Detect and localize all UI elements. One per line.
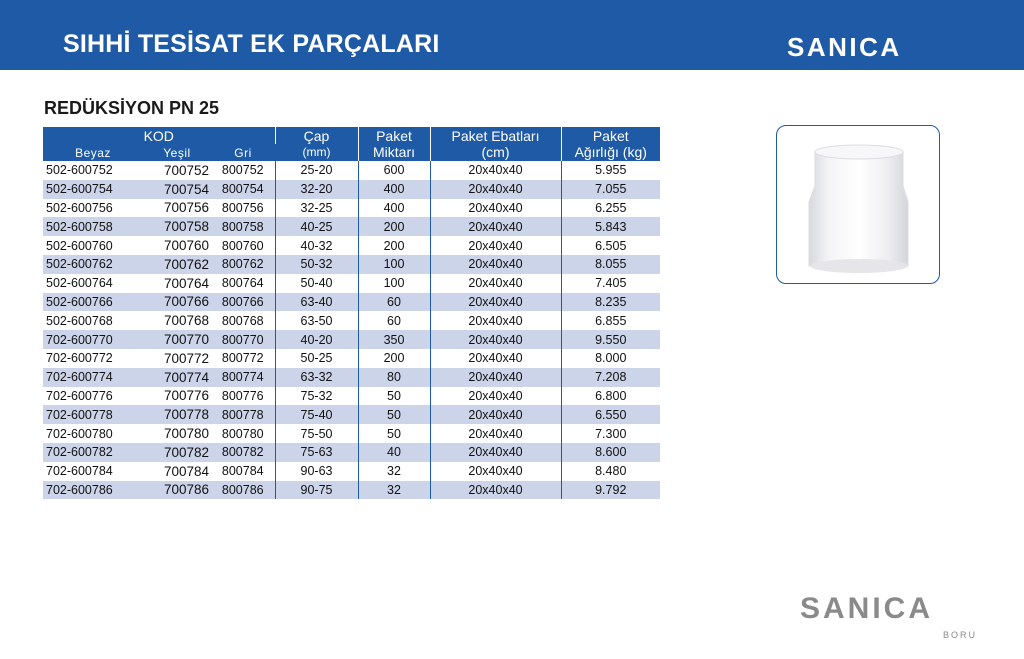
- cell-code-beyaz: 702-600786: [43, 481, 143, 500]
- table-row: [43, 481, 660, 500]
- cell-cap: 63-40: [275, 293, 358, 312]
- header-paket-line2: Miktarı: [373, 144, 415, 160]
- cell-paket-ebatlari: 20x40x40: [430, 236, 561, 255]
- cell-code-beyaz: 502-600766: [43, 293, 143, 312]
- cell-paket-ebatlari: 20x40x40: [430, 424, 561, 443]
- cell-cap: 75-40: [275, 405, 358, 424]
- footer-logo: SANICA: [800, 592, 934, 625]
- cell-code-yesil: 700766: [143, 293, 211, 312]
- header-cap-line1: Çap: [303, 128, 330, 144]
- cell-code-gri: 800768: [211, 311, 275, 330]
- cell-paket-miktari: 400: [358, 180, 430, 199]
- cell-code-yesil: 700768: [163, 313, 209, 329]
- cell-code-gri: 800784: [211, 462, 275, 481]
- cell-paket-ebatlari: 20x40x40: [430, 387, 561, 406]
- header-beyaz: Beyaz: [43, 144, 143, 161]
- cell-cap: 75-63: [275, 443, 358, 462]
- cell-cap: 40-32: [275, 236, 358, 255]
- cell-code-yesil: 700774: [143, 368, 211, 387]
- page-title: SIHHİ TESİSAT EK PARÇALARI: [63, 30, 440, 58]
- cell-paket-miktari: 200: [358, 236, 430, 255]
- cell-code-gri: 800786: [211, 481, 275, 500]
- table-row: [43, 274, 660, 293]
- cell-code-gri: 800772: [211, 349, 275, 368]
- cell-paket-ebatlari: 20x40x40: [430, 330, 561, 349]
- cell-paket-miktari: 50: [358, 405, 430, 424]
- cell-paket-agirligi: 5.843: [561, 217, 660, 236]
- table-row: [43, 217, 660, 236]
- cell-code-gri: 800764: [211, 274, 275, 293]
- cell-paket-ebatlari: 20x40x40: [430, 349, 561, 368]
- cell-code-yesil: 700780: [163, 426, 209, 442]
- cell-code-yesil: 700752: [163, 162, 209, 178]
- cell-code-beyaz: 502-600756: [46, 200, 113, 215]
- table-row: [43, 293, 660, 312]
- cell-paket-ebatlari: 20x40x40: [430, 161, 561, 180]
- cell-code-gri: 800776: [211, 387, 275, 406]
- cell-cap: 63-32: [275, 368, 358, 387]
- header-paket-agirligi: [561, 127, 660, 161]
- cell-cap: 90-63: [275, 462, 358, 481]
- cell-paket-miktari: 50: [358, 424, 430, 443]
- table-row: [43, 236, 660, 255]
- cell-cap: 75-32: [275, 387, 358, 406]
- cell-code-yesil: 700770: [143, 330, 211, 349]
- header-paket-line1: Paket: [376, 128, 412, 144]
- header-ebat-line2: (cm): [481, 144, 510, 160]
- cell-paket-ebatlari: 20x40x40: [430, 217, 561, 236]
- cell-cap: 75-50: [275, 424, 358, 443]
- cell-paket-miktari: 200: [358, 349, 430, 368]
- header-ebat-line1: Paket Ebatları: [451, 128, 540, 144]
- cell-code-beyaz: 502-600752: [46, 163, 113, 178]
- cell-code-yesil: 700758: [143, 217, 211, 236]
- cell-code-yesil: 700786: [143, 481, 211, 500]
- cell-code-yesil: 700782: [143, 443, 211, 462]
- cell-code-beyaz: 702-600774: [43, 368, 143, 387]
- cell-paket-agirligi: 8.055: [561, 255, 660, 274]
- cell-code-beyaz: 702-600780: [46, 426, 113, 441]
- table-body: [43, 161, 660, 499]
- header-bar: [0, 0, 1024, 70]
- cell-code-gri: 800778: [211, 405, 275, 424]
- header-cap: [275, 127, 358, 161]
- cell-paket-ebatlari: 20x40x40: [430, 180, 561, 199]
- cell-cap: 50-25: [275, 349, 358, 368]
- cell-cap: 50-40: [275, 274, 358, 293]
- cell-code-gri: 800770: [211, 330, 275, 349]
- cell-code-gri: 800780: [211, 424, 275, 443]
- cell-paket-ebatlari: 20x40x40: [430, 462, 561, 481]
- cell-cap: 32-20: [275, 180, 358, 199]
- cell-code-gri: 800760: [211, 236, 275, 255]
- table-row: [43, 311, 660, 330]
- cell-paket-agirligi: 6.255: [595, 200, 627, 215]
- brand-logo: SANICA: [787, 32, 902, 62]
- cell-code-beyaz: 502-600768: [46, 313, 113, 328]
- cell-paket-ebatlari: 20x40x40: [430, 443, 561, 462]
- header-kod: KOD: [43, 127, 275, 144]
- section-title: REDÜKSİYON PN 25: [44, 98, 220, 118]
- cell-code-yesil: 700776: [163, 388, 209, 404]
- cell-cap: 90-75: [275, 481, 358, 500]
- header-gri: Gri: [211, 144, 275, 161]
- cell-code-gri: 800752: [211, 161, 275, 180]
- cell-paket-agirligi: 6.855: [595, 313, 627, 328]
- cell-paket-agirligi: 7.055: [561, 180, 660, 199]
- cell-code-yesil: 700760: [163, 238, 209, 254]
- cell-cap: 25-20: [275, 161, 358, 180]
- cell-code-gri: 800782: [211, 443, 275, 462]
- cell-code-beyaz: 702-600770: [43, 330, 143, 349]
- cell-paket-miktari: 600: [358, 161, 430, 180]
- cell-paket-miktari: 60: [358, 293, 430, 312]
- cell-code-yesil: 700754: [143, 180, 211, 199]
- cell-paket-miktari: 32: [358, 481, 430, 500]
- footer-logo-sub: BORU: [943, 630, 978, 640]
- table-row: [43, 405, 660, 424]
- header-paket-miktari: [358, 127, 430, 161]
- cell-paket-miktari: 400: [358, 199, 430, 218]
- cell-code-beyaz: 702-600784: [46, 464, 113, 479]
- cell-paket-ebatlari: 20x40x40: [430, 255, 561, 274]
- header-cap-line2: (mm): [302, 145, 331, 159]
- cell-code-yesil: 700778: [143, 405, 211, 424]
- cell-paket-ebatlari: 20x40x40: [430, 368, 561, 387]
- cell-code-gri: 800766: [211, 293, 275, 312]
- cell-paket-agirligi: 6.800: [595, 388, 627, 403]
- header-agirlik-line2: Ağırlığı (kg): [574, 144, 647, 160]
- cell-cap: 63-50: [275, 311, 358, 330]
- product-table: [43, 127, 660, 499]
- cell-paket-miktari: 350: [358, 330, 430, 349]
- cell-cap: 50-32: [275, 255, 358, 274]
- cell-paket-miktari: 50: [358, 387, 430, 406]
- cell-code-beyaz: 702-600772: [46, 351, 113, 366]
- cell-paket-agirligi: 7.405: [595, 276, 627, 291]
- cell-paket-ebatlari: 20x40x40: [430, 405, 561, 424]
- cell-paket-ebatlari: 20x40x40: [430, 481, 561, 500]
- cell-paket-agirligi: 6.505: [595, 238, 627, 253]
- table-row: [43, 443, 660, 462]
- cell-code-beyaz: 702-600778: [43, 405, 143, 424]
- table-row: [43, 180, 660, 199]
- cell-paket-agirligi: 5.955: [595, 163, 627, 178]
- cell-paket-miktari: 60: [358, 311, 430, 330]
- cell-code-beyaz: 702-600776: [46, 388, 113, 403]
- header-agirlik-line1: Paket: [592, 128, 629, 144]
- product-image-frame: [776, 125, 940, 284]
- table-row: [43, 349, 660, 368]
- cell-code-beyaz: 502-600754: [43, 180, 143, 199]
- cell-paket-agirligi: 9.550: [561, 330, 660, 349]
- cell-paket-miktari: 100: [358, 255, 430, 274]
- table-row: [43, 424, 660, 443]
- cell-paket-agirligi: 8.235: [561, 293, 660, 312]
- cell-cap: 40-20: [275, 330, 358, 349]
- cell-paket-miktari: 100: [358, 274, 430, 293]
- cell-cap: 32-25: [275, 199, 358, 218]
- cell-paket-ebatlari: 20x40x40: [430, 293, 561, 312]
- cell-paket-agirligi: 8.480: [595, 464, 627, 479]
- cell-code-yesil: 700772: [163, 350, 209, 366]
- cell-code-yesil: 700762: [143, 255, 211, 274]
- cell-paket-miktari: 40: [358, 443, 430, 462]
- cell-code-beyaz: 502-600760: [46, 238, 113, 253]
- cell-code-gri: 800762: [211, 255, 275, 274]
- header-yesil: Yeşil: [143, 144, 211, 161]
- cell-paket-agirligi: 7.208: [561, 368, 660, 387]
- cell-code-yesil: 700784: [163, 463, 209, 479]
- cell-code-gri: 800774: [211, 368, 275, 387]
- table-row: [43, 255, 660, 274]
- table-row: [43, 462, 660, 481]
- cell-paket-miktari: 80: [358, 368, 430, 387]
- cell-code-beyaz: 502-600758: [43, 217, 143, 236]
- cell-code-beyaz: 702-600782: [43, 443, 143, 462]
- cell-paket-agirligi: 6.550: [561, 405, 660, 424]
- cell-code-beyaz: 502-600762: [43, 255, 143, 274]
- cell-paket-agirligi: 8.000: [595, 351, 627, 366]
- table-row: [43, 161, 660, 180]
- cell-code-yesil: 700756: [163, 200, 209, 216]
- cell-paket-ebatlari: 20x40x40: [430, 199, 561, 218]
- table-row: [43, 330, 660, 349]
- cell-paket-miktari: 200: [358, 217, 430, 236]
- reducer-fitting-image: [777, 126, 938, 282]
- cell-paket-agirligi: 7.300: [595, 426, 627, 441]
- cell-code-gri: 800758: [211, 217, 275, 236]
- cell-paket-miktari: 32: [358, 462, 430, 481]
- cell-code-gri: 800754: [211, 180, 275, 199]
- table-row: [43, 368, 660, 387]
- cell-paket-agirligi: 8.600: [561, 443, 660, 462]
- cell-code-yesil: 700764: [163, 275, 209, 291]
- cell-paket-agirligi: 9.792: [561, 481, 660, 500]
- cell-paket-ebatlari: 20x40x40: [430, 311, 561, 330]
- cell-cap: 40-25: [275, 217, 358, 236]
- cell-paket-ebatlari: 20x40x40: [430, 274, 561, 293]
- cell-code-beyaz: 502-600764: [46, 276, 113, 291]
- table-row: [43, 387, 660, 406]
- header-paket-ebatlari: [430, 127, 561, 161]
- cell-code-gri: 800756: [211, 199, 275, 218]
- table-row: [43, 199, 660, 218]
